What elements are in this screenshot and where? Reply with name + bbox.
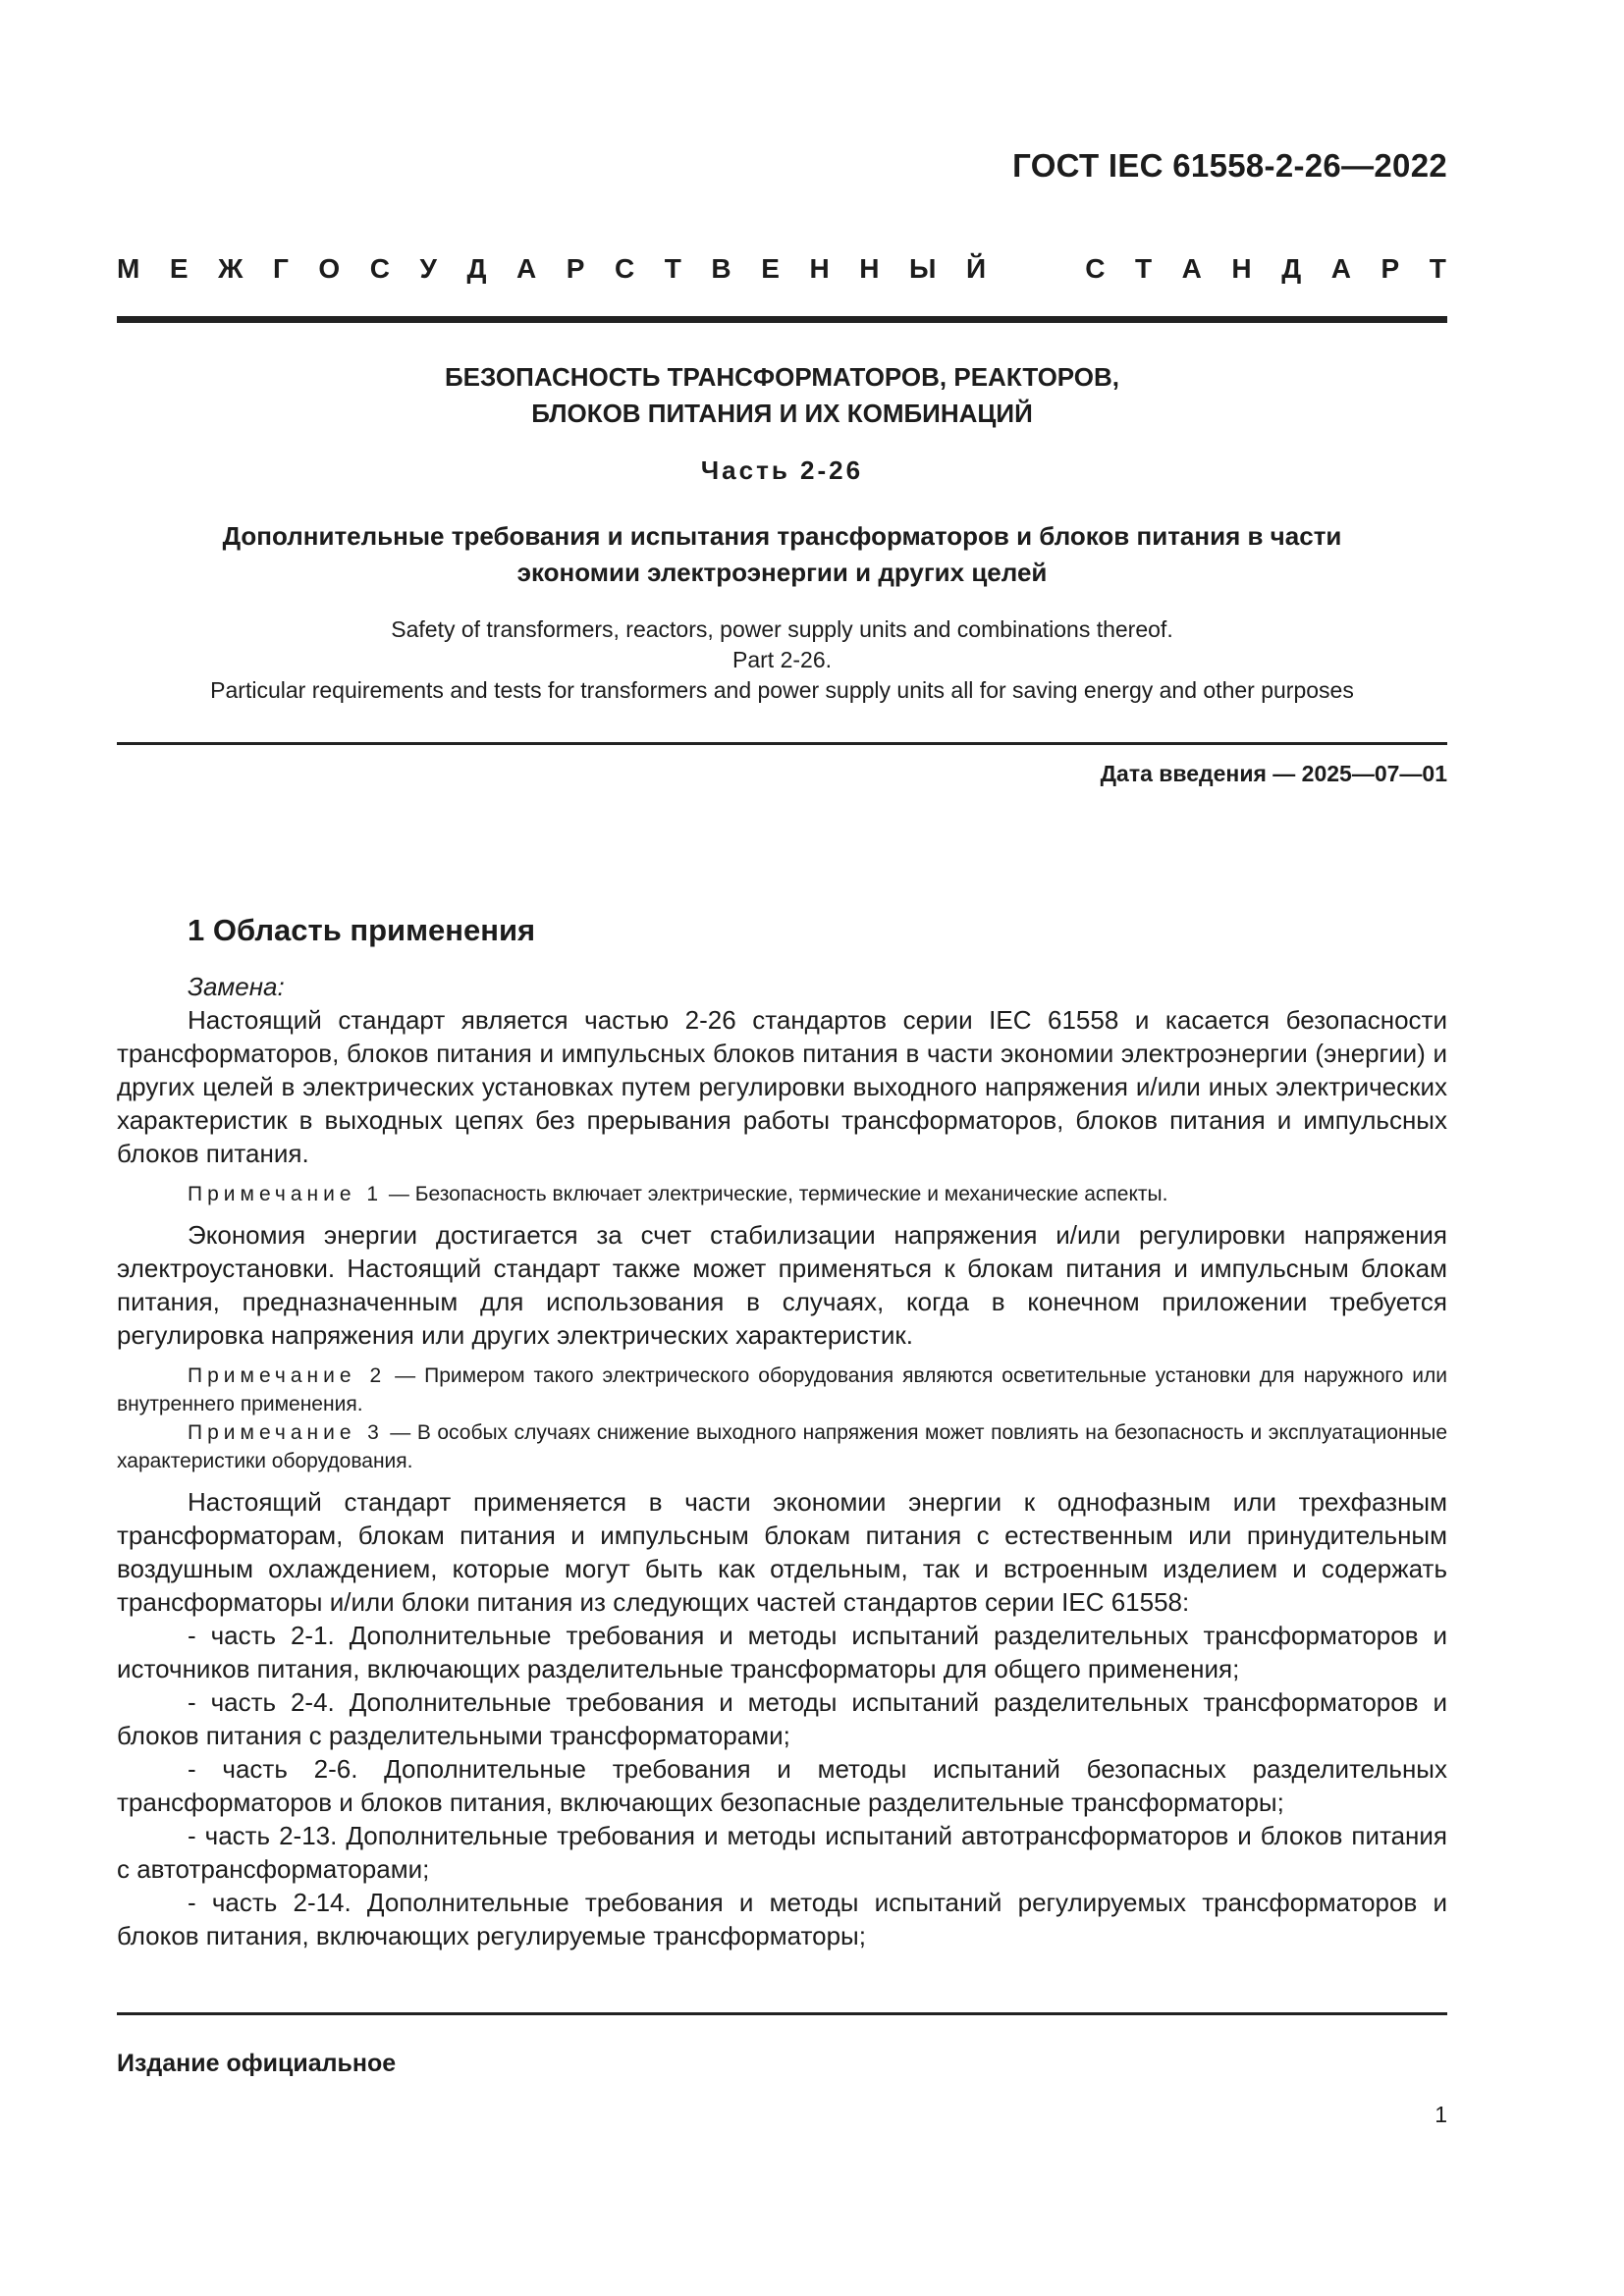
section-heading: 1 Область применения bbox=[188, 913, 536, 947]
category-letter: С bbox=[369, 253, 390, 284]
list-item: - часть 2-14. Дополнительные требования и методы испытаний регулируемых трансформаторов и блоков питания, включающих регулируемые трансформаторы; bbox=[117, 1888, 1447, 1950]
category-letter: Д bbox=[466, 253, 487, 284]
header-rule bbox=[117, 316, 1447, 323]
title-line: БЛОКОВ ПИТАНИЯ И ИХ КОМБИНАЦИЙ bbox=[531, 399, 1033, 428]
category-letter: А bbox=[515, 253, 537, 284]
category-letter: Г bbox=[272, 253, 289, 284]
paragraph: Настоящий стандарт является частью 2-26 стандартов серии IEC 61558 и касается безопасности трансформаторов, блоков питания и импульсных блоков питания в части экономии электроэнергии (энергии) и других целей в электрических установках путем регулировки выходного напряжения и/или иных электрических характеристик в выходных цепях без прерывания работы трансформаторов, блоков питания и импульсных блоков питания. bbox=[117, 1005, 1447, 1168]
footer-rule bbox=[117, 2012, 1447, 2015]
replace-label: Замена: bbox=[188, 972, 285, 1001]
category-letter: М bbox=[117, 253, 140, 284]
category-letter: А bbox=[1181, 253, 1202, 284]
category-letter: Н bbox=[809, 253, 830, 284]
section-body bbox=[117, 970, 1447, 1952]
note bbox=[117, 1180, 1447, 1208]
part-label: Часть 2-26 bbox=[700, 455, 864, 485]
gost-number: ГОСТ IEC 61558-2-26—2022 bbox=[1012, 147, 1447, 184]
document-subtitle bbox=[117, 518, 1447, 591]
category-letter: Й bbox=[965, 253, 987, 284]
page-number: 1 bbox=[1435, 2102, 1447, 2127]
note bbox=[117, 1418, 1447, 1475]
list-item: - часть 2-4. Дополнительные требования и методы испытаний разделительных трансформаторов и блоков питания с разделительными трансформаторами; bbox=[117, 1687, 1447, 1750]
category-letter: В bbox=[711, 253, 731, 284]
title-line: БЕЗОПАСНОСТЬ ТРАНСФОРМАТОРОВ, РЕАКТОРОВ, bbox=[444, 362, 1120, 392]
category-letter: У bbox=[419, 253, 437, 284]
english-title bbox=[117, 614, 1447, 706]
category-letter: Е bbox=[169, 253, 189, 284]
category-letter: Н bbox=[1231, 253, 1252, 284]
category-letter: Т bbox=[664, 253, 681, 284]
paragraph: Экономия энергии достигается за счет стабилизации напряжения и/или регулировки напряжения электроустановки. Настоящий стандарт также может применяться к блокам питания и импульсным блокам питания, предназначенным для использования в случаях, когда в конечном приложении требуется регулировка напряжения или других электрических характеристик. bbox=[117, 1220, 1447, 1350]
list-item: - часть 2-1. Дополнительные требования и методы испытаний разделительных трансформаторов и источников питания, включающих разделительные трансформаторы для общего применения; bbox=[117, 1621, 1447, 1683]
category-letter: С bbox=[1085, 253, 1106, 284]
category-letter: Н bbox=[859, 253, 880, 284]
document-title bbox=[117, 359, 1447, 432]
note-text: — Примером такого электрического оборудования являются осветительные установки для наружного или внутреннего применения. bbox=[117, 1364, 1447, 1415]
category-letter: Р bbox=[566, 253, 585, 284]
subtitle-line: экономии электроэнергии и других целей bbox=[516, 558, 1048, 587]
category-letter: Ы bbox=[909, 253, 937, 284]
category-letter: О bbox=[318, 253, 341, 284]
english-title-line: Safety of transformers, reactors, power supply units and combinations thereof. bbox=[391, 616, 1173, 642]
note-label: Примечание 2 bbox=[188, 1364, 387, 1387]
category-letter: Т bbox=[1429, 253, 1446, 284]
category-letter: Ж bbox=[218, 253, 244, 284]
note-label: Примечание 3 bbox=[188, 1421, 384, 1444]
edition-label: Издание официальное bbox=[117, 2050, 397, 2077]
paragraph: Настоящий стандарт применяется в части экономии энергии к однофазным или трехфазным трансформаторам, блокам питания и импульсным блокам питания с естественным или принудительным воздушным охлаждением, которые могут быть как отдельным, так и встроенным изделием и содержать трансформаторы и/или блоки питания из следующих частей стандартов серии IEC 61558: bbox=[117, 1487, 1447, 1617]
parts-list bbox=[117, 1619, 1447, 1952]
note bbox=[117, 1362, 1447, 1418]
list-item: - часть 2-6. Дополнительные требования и методы испытаний безопасных разделительных трансформаторов и блоков питания, включающих безопасные разделительные трансформаторы; bbox=[117, 1754, 1447, 1817]
note-text: — Безопасность включает электрические, термические и механические аспекты. bbox=[383, 1183, 1168, 1205]
english-title-line: Particular requirements and tests for transformers and power supply units all for saving energy and other purposes bbox=[210, 677, 1354, 703]
note-text: — В особых случаях снижение выходного напряжения может повлиять на безопасность и эксплуатационные характеристики оборудования. bbox=[117, 1421, 1447, 1472]
standard-category bbox=[117, 253, 1446, 285]
category-letter: Д bbox=[1281, 253, 1302, 284]
category-letter: А bbox=[1330, 253, 1351, 284]
category-letter: Р bbox=[1380, 253, 1400, 284]
subtitle-line: Дополнительные требования и испытания трансформаторов и блоков питания в части bbox=[222, 521, 1342, 551]
list-item: - часть 2-13. Дополнительные требования и методы испытаний автотрансформаторов и блоков питания с автотрансформаторами; bbox=[117, 1821, 1447, 1884]
category-letter: Е bbox=[761, 253, 780, 284]
word-gap bbox=[1016, 253, 1056, 285]
category-letter: Т bbox=[1134, 253, 1153, 284]
english-title-line: Part 2-26. bbox=[732, 647, 832, 672]
introduction-date: Дата введения — 2025—07—01 bbox=[1100, 761, 1447, 786]
title-rule bbox=[117, 742, 1447, 745]
category-letter: С bbox=[614, 253, 635, 284]
note-label: Примечание 1 bbox=[188, 1183, 384, 1205]
